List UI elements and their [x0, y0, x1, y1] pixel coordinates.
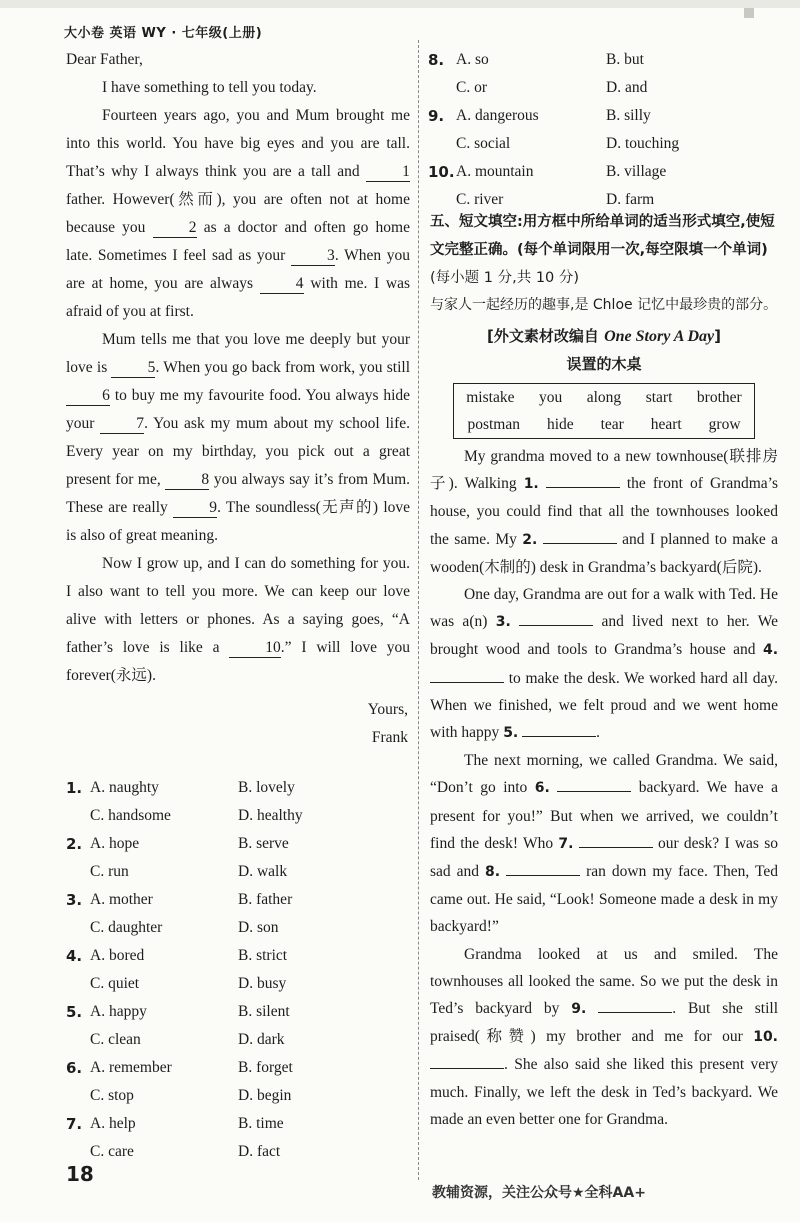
option-c[interactable]: C. or [456, 79, 487, 96]
option-row [428, 130, 788, 158]
word-item: heart [650, 415, 682, 433]
fill-blank-3[interactable] [519, 609, 593, 626]
option-d[interactable]: D. busy [238, 975, 287, 992]
section-description: 与家人一起经历的趣事,是 Chloe 记忆中最珍贵的部分。 [430, 297, 778, 313]
option-row [66, 858, 410, 886]
story-title: 误置的木桌 [566, 355, 642, 373]
option-c[interactable]: C. care [90, 1143, 134, 1160]
question-number: 9. [428, 107, 445, 125]
option-c[interactable]: C. social [456, 135, 511, 152]
page-number: 18 [66, 1162, 94, 1186]
option-a[interactable]: A. bored [90, 947, 145, 964]
question-number: 10. [428, 163, 455, 181]
story-paragraph-2: One day, Grandma are out for a walk with Ted. He was a(n) 3. and lived next to her. We brought wood and tools to Grandma’s house and 4. to make the desk. We worked hard all day. When we finished, we felt proud and we went home with happy 5. . [430, 586, 779, 742]
option-d[interactable]: D. dark [238, 1031, 285, 1048]
option-a[interactable]: A. dangerous [456, 107, 539, 124]
option-b[interactable]: B. silent [238, 1003, 290, 1020]
letter-paragraph-2: Fourteen years ago, you and Mum brought me into this world. You have big eyes and you are tall. That’s why I always think you are a tall and 1 father. However(然而), you are often not at home because you 2 as a doctor and often go home late. Sometimes I feel sad as your 3. When you are at home, you are always 4 with me. I was afraid of you at first. [66, 107, 410, 320]
letter-paragraph-3: Mum tells me that you love me deeply but your love is 5. When you go back from work, you still 6 to buy me my favourite food. You always hide your 7. You ask my mum about my school life. Every year on my birthday, you pick out a great present for me, 8 you always say it’s from Mum. These are really 9. The soundless(无声的) love is also of great meaning. [66, 331, 411, 544]
option-d[interactable]: D. son [238, 919, 279, 936]
option-d[interactable]: D. touching [606, 135, 680, 152]
cloze-blank-3[interactable]: 3 [291, 247, 335, 266]
word-box-row [454, 411, 754, 438]
question-number: 8. [428, 51, 445, 69]
question-number: 5. [66, 1003, 83, 1021]
option-b[interactable]: B. time [238, 1115, 284, 1132]
fill-blank-8[interactable] [506, 859, 580, 876]
story-paragraph-4: Grandma looked at us and smiled. The townhouses all looked the same. So we put the desk in Ted’s backyard by 9. . But she still praised(称赞) my brother and me for our 10. . She also said she liked this present very much. Finally, we left the desk in Ted’s backyard. We made an even better one for Grandma. [430, 945, 779, 1128]
word-item: tear [600, 415, 624, 433]
option-row [66, 942, 410, 970]
option-row [66, 1138, 410, 1166]
option-c[interactable]: C. run [90, 863, 129, 880]
question-number: 3. [66, 891, 83, 909]
cloze-options-right [428, 46, 788, 214]
word-item: postman [467, 415, 520, 433]
option-d[interactable]: D. and [606, 79, 648, 96]
option-row [66, 830, 410, 858]
fill-blank-6[interactable] [557, 775, 631, 792]
letter-paragraph-4: Now I grow up, and I can do something for you. I also want to tell you more. We can keep our love alive with letters or phones. As a saying goes, “A father’s love is like a 10.” I will love you forever(永远). [66, 555, 411, 684]
option-d[interactable]: D. walk [238, 863, 288, 880]
question-number: 1. [66, 779, 83, 797]
option-b[interactable]: B. lovely [238, 779, 295, 796]
option-c[interactable]: C. river [456, 191, 504, 208]
question-number: 7. [66, 1115, 83, 1133]
section-score: (每小题 1 分,共 10 分) [430, 270, 580, 286]
option-b[interactable]: B. but [606, 51, 644, 68]
word-box [453, 383, 755, 439]
cloze-blank-6[interactable]: 6 [66, 387, 110, 406]
cloze-options-left [66, 774, 410, 1166]
option-a[interactable]: A. remember [90, 1059, 172, 1076]
letter-greeting: Dear Father, [66, 51, 143, 68]
option-row [66, 1082, 410, 1110]
word-item: you [538, 388, 563, 406]
footer-note: 教辅资源，关注公众号★全科AA+ [432, 1185, 646, 1201]
option-row [428, 46, 788, 74]
option-row [66, 970, 410, 998]
option-a[interactable]: A. so [456, 51, 489, 68]
word-box-row [454, 384, 754, 411]
option-d[interactable]: D. begin [238, 1087, 292, 1104]
cloze-blank-1[interactable]: 1 [366, 163, 410, 182]
option-c[interactable]: C. clean [90, 1031, 141, 1048]
option-row [428, 74, 788, 102]
option-c[interactable]: C. quiet [90, 975, 140, 992]
cloze-blank-4[interactable]: 4 [260, 275, 304, 294]
option-row [66, 886, 410, 914]
option-row [428, 102, 788, 130]
option-b[interactable]: B. father [238, 891, 293, 908]
option-d[interactable]: D. fact [238, 1143, 281, 1160]
word-item: along [586, 388, 622, 406]
section-five [430, 208, 778, 1133]
letter-passage [66, 46, 410, 752]
corner-mark [744, 8, 754, 18]
option-a[interactable]: A. happy [90, 1003, 147, 1020]
option-row [66, 1026, 410, 1054]
option-b[interactable]: B. strict [238, 947, 288, 964]
word-item: grow [708, 415, 741, 433]
option-row [66, 998, 410, 1026]
story-paragraph-3: The next morning, we called Grandma. We said, “Don’t go into 6. backyard. We have a present for you!” But when we arrived, we couldn’t find the desk! Who 7. our desk? I was so sad and 8. ran down my face. Then, Ted came out. He said, “Look! Someone made a desk in my backyard!” [430, 752, 779, 936]
cloze-blank-9[interactable]: 9 [173, 499, 217, 518]
fill-blank-1[interactable] [546, 471, 620, 488]
option-b[interactable]: B. serve [238, 835, 289, 852]
source-name: One Story A Day [604, 328, 715, 345]
cloze-blank-10[interactable]: 10 [229, 639, 281, 658]
option-a[interactable]: A. mountain [456, 163, 534, 180]
question-number: 6. [66, 1059, 83, 1077]
word-item: mistake [466, 388, 515, 406]
fill-blank-7[interactable] [579, 831, 653, 848]
fill-blank-10[interactable] [430, 1052, 504, 1069]
fill-blank-5[interactable] [522, 720, 596, 737]
word-item: hide [546, 415, 574, 433]
cloze-blank-7[interactable]: 7 [100, 415, 144, 434]
option-b[interactable]: B. silly [606, 107, 651, 124]
section-title: 五、短文填空:用方框中所给单词的适当形式填空,使短文完整正确。(每个单词限用一次,每空限填一个单词)(每小题 1 分,共 10 分) [430, 214, 775, 286]
word-item: start [645, 388, 673, 406]
letter-signature: Frank [371, 729, 408, 746]
cloze-blank-8[interactable]: 8 [165, 471, 209, 490]
letter-paragraph-1: I have something to tell you today. [102, 79, 317, 96]
letter-closing: Yours, [367, 701, 408, 718]
source-note: [外文素材改编自 One Story A Day] [486, 327, 722, 345]
option-row [66, 1054, 410, 1082]
option-row [66, 774, 410, 802]
option-row [428, 158, 788, 186]
option-d[interactable]: D. healthy [238, 807, 303, 824]
option-row [66, 802, 410, 830]
option-c[interactable]: C. daughter [90, 919, 163, 936]
question-number: 4. [66, 947, 83, 965]
option-a[interactable]: A. mother [90, 891, 153, 908]
top-scan-edge [0, 0, 800, 8]
fill-blank-9[interactable] [598, 996, 672, 1013]
cloze-blank-5[interactable]: 5 [111, 359, 155, 378]
fill-blank-4[interactable] [430, 666, 504, 683]
option-b[interactable]: B. forget [238, 1059, 293, 1076]
story-paragraph-1: My grandma moved to a new townhouse(联排房子). Walking 1. the front of Grandma’s house, you could find that all the townhouses looked the same. My 2. and I planned to make a wooden(木制的) desk in Grandma’s backyard(后院). [430, 448, 779, 576]
option-c[interactable]: C. handsome [90, 807, 171, 824]
story-passage [430, 443, 778, 1133]
option-a[interactable]: A. help [90, 1115, 136, 1132]
column-divider [418, 40, 419, 1180]
question-number: 2. [66, 835, 83, 853]
option-a[interactable]: A. hope [90, 835, 140, 852]
cloze-blank-2[interactable]: 2 [153, 219, 197, 238]
option-row [66, 1110, 410, 1138]
option-d[interactable]: D. farm [606, 191, 655, 208]
word-item: brother [696, 388, 742, 406]
option-c[interactable]: C. stop [90, 1087, 134, 1104]
option-row [66, 914, 410, 942]
page-header: 大小卷 英语 WY · 七年级(上册) [64, 26, 263, 41]
fill-blank-2[interactable] [543, 527, 617, 544]
option-a[interactable]: A. naughty [90, 779, 159, 796]
option-b[interactable]: B. village [606, 163, 667, 180]
